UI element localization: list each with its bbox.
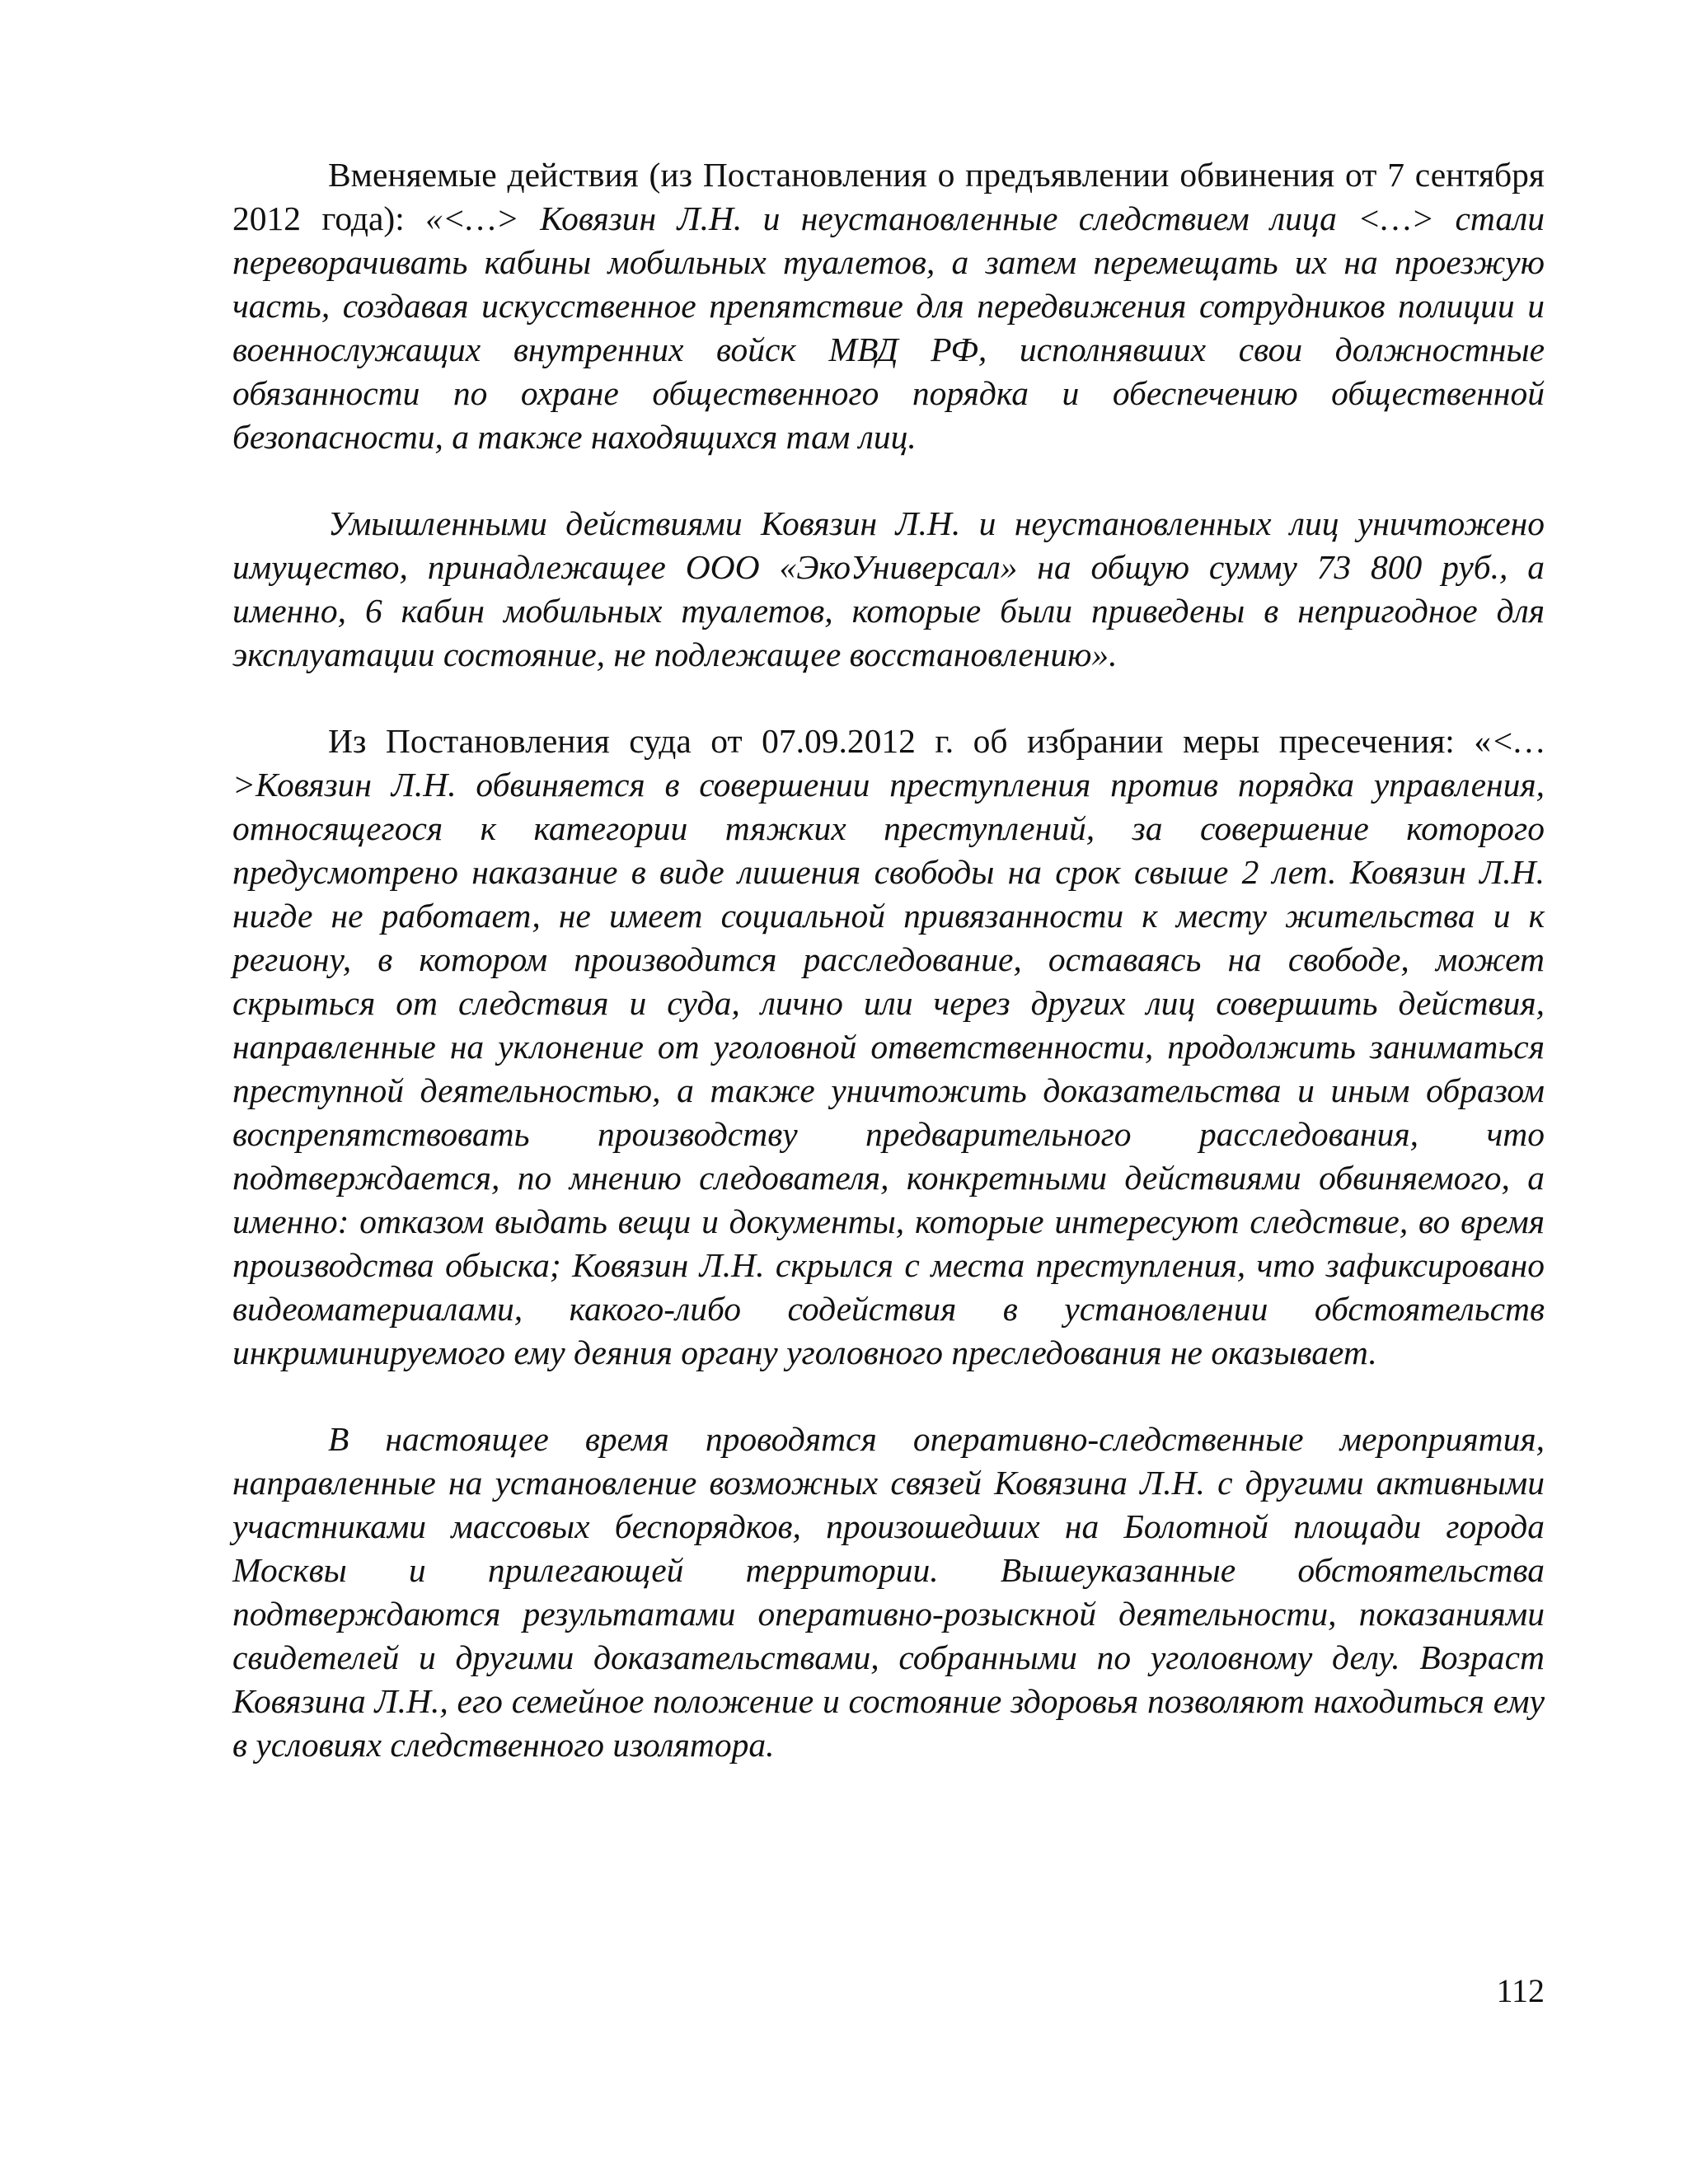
quoted-text: <…>Ковязин Л.Н. обвиняется в совершении преступления против порядка управления, относящегося к категории тяжких преступлений, за совершение которого предусмотрено наказание в виде лишения свободы на срок свыше 2 лет. Ковязин Л.Н. нигде не работает, не имеет социальной привязанности к месту жительства и к региону, в котором производится расследование, оставаясь на свободе, может скрыться от следствия и суда, лично или через других лиц совершить действия, направленные на уклонение от уголовной ответственности, продолжить заниматься преступной деятельностью, а также уничтожить доказательства и иным образом воспрепятствовать производству предварительного расследования, что подтверждается, по мнению следователя, конкретными действиями обвиняемого, а именно: отказом выдать вещи и документы, которые интересуют следствие, во время производства обыска; Ковязин Л.Н. скрылся с места преступления, что зафиксировано видеоматериалами, какого-либо содействия в установлении обстоятельств инкриминируемого ему деяния органу уголовного преследования не оказывает.	[232, 722, 1545, 1371]
quoted-text: «<…> Ковязин Л.Н. и неустановленные следствием лица <…> стали переворачивать кабины мобильных туалетов, а затем перемещать их на проезжую часть, создавая искусственное препятствие для передвижения сотрудников полиции и военнослужащих внутренних войск МВД РФ, исполнявших свои должностные обязанности по охране общественного порядка и обеспечению общественной безопасности, а также находящихся там лиц.	[232, 199, 1545, 456]
quoted-text: В настоящее время проводятся оперативно-следственные мероприятия, направленные на установление возможных связей Ковязина Л.Н. с другими активными участниками массовых беспорядков, произошедших на Болотной площади города Москвы и прилегающей территории. Вышеуказанные обстоятельства подтверждаются результатами оперативно-розыскной деятельности, показаниями свидетелей и другими доказательствами, собранными по уголовному делу. Возраст Ковязина Л.Н., его семейное положение и состояние здоровья позволяют находиться ему в условиях следственного изолятора.	[232, 1420, 1545, 1764]
paragraph-charges	[232, 153, 1545, 459]
document-body	[232, 153, 1545, 1810]
paragraph-property-damage	[232, 502, 1545, 677]
paragraph-investigation	[232, 1418, 1545, 1767]
paragraph-lead: Из Постановления суда от 07.09.2012 г. об избрании меры пресечения: «	[328, 722, 1492, 760]
paragraph-court-ruling	[232, 719, 1545, 1375]
quoted-text: Умышленными действиями Ковязин Л.Н. и неустановленных лиц уничтожено имущество, принадлежащее ООО «ЭкоУниверсал» на общую сумму 73 800 руб., а именно, 6 кабин мобильных туалетов, которые были приведены в непригодное для эксплуатации состояние, не подлежащее восстановлению».	[232, 504, 1545, 673]
page-number: 112	[1496, 1972, 1545, 2009]
paragraph-lead: Вменяемые действия (из Постановления о предъявлении обвинения от 7 сентября 2012 года):	[232, 156, 1545, 237]
